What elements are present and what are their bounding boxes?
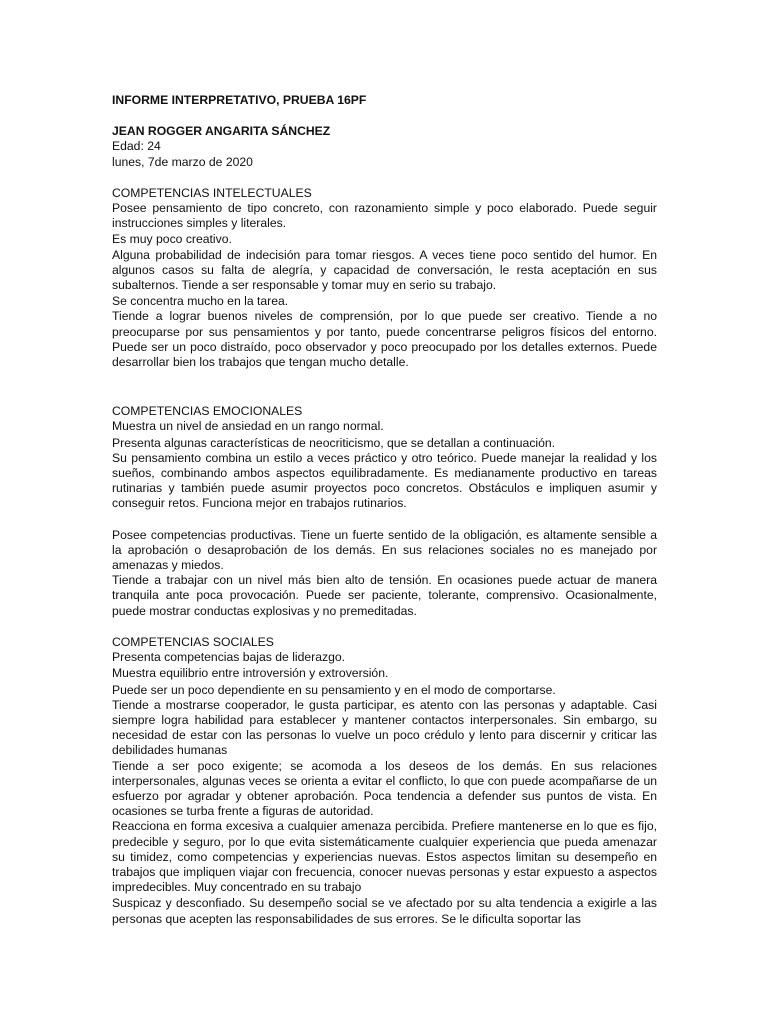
subject-age: Edad: 24 — [112, 139, 161, 154]
paragraph: Muestra un nivel de ansiedad en un rango normal. — [112, 419, 384, 434]
spacer — [112, 512, 657, 528]
paragraph: Presenta algunas características de neocriticismo, que se detallan a continuación. — [112, 435, 556, 450]
paragraph: Alguna probabilidad de indecisión para tomar riesgos. A veces tiene poco sentido del humor. En algunos casos su falta de alegría, y capacidad de conversación, le resta aceptación en sus subalternos. Tiende a ser responsable y tomar muy en serio su trabajo. — [112, 247, 657, 293]
paragraph: Suspicaz y desconfiado. Su desempeño social se ve afectado por su alta tendencia a exigirle a las personas que acepten las responsabilidades de sus errores. Se le dificulta soportar las — [112, 896, 657, 926]
paragraph: Muestra equilibrio entre introversión y extroversión. — [112, 666, 389, 681]
paragraph: Su pensamiento combina un estilo a veces práctico y otro teórico. Puede manejar la realidad y los sueños, combinando ambos aspectos equilibradamente. Es medianamente productivo en tareas rutinarias y también puede asumir proyectos poco concretos. Obstáculos e impliquen asumir y conseguir retos. Funciona mejor en trabajos rutinarios. — [112, 450, 657, 511]
paragraph: Posee pensamiento de tipo concreto, con razonamiento simple y poco elaborado. Puede seguir instrucciones simples y literales. — [112, 201, 657, 231]
paragraph: Tiende a lograr buenos niveles de comprensión, por lo que puede ser creativo. Tiende a no preocuparse por sus pensamientos y por tanto, puede concentrarse peligros físicos del entorno. Puede ser un poco distraído, poco observador y poco preocupado por los detalles externos. Puede desarrollar bien los trabajos que tengan mucho detalle. — [112, 309, 657, 370]
paragraph: Tiende a trabajar con un nivel más bien alto de tensión. En ocasiones puede actuar de manera tranquila ante poca provocación. Puede ser paciente, tolerante, comprensivo. Ocasionalmente, puede mostrar conductas explosivas y no premeditadas. — [112, 573, 657, 618]
spacer — [112, 619, 657, 635]
subject-name: JEAN ROGGER ANGARITA SÁNCHEZ — [112, 124, 331, 139]
paragraph: Tiende a ser poco exigente; se acomoda a los deseos de los demás. En sus relaciones interpersonales, algunas veces se orienta a evitar el conflicto, lo que con puede acompañarse de un esfuerzo por agradar y obtener aprobación. Poca tendencia a defender sus puntos de vista. En ocasiones se turba frente a figuras de autoridad. — [112, 758, 657, 819]
paragraph: Es muy poco creativo. — [112, 232, 232, 247]
paragraph: Se concentra mucho en la tarea. — [112, 294, 289, 309]
section-heading-intelectuales: COMPETENCIAS INTELECTUALES — [112, 185, 312, 200]
spacer — [112, 370, 657, 404]
paragraph: Presenta competencias bajas de liderazgo. — [112, 650, 346, 665]
paragraph: Tiende a mostrarse cooperador, le gusta participar, es atento con las personas y adaptable. Casi siempre logra habilidad para establecer y mantener contactos interpersonales. Sin embargo, su necesidad de estar con las personas lo vuelve un poco crédulo y lento para discernir y criticar las debilidades humanas — [112, 697, 657, 758]
spacer — [112, 170, 657, 186]
report-date: lunes, 7de marzo de 2020 — [112, 154, 253, 169]
paragraph: Posee competencias productivas. Tiene un fuerte sentido de la obligación, es altamente sensible a la aprobación o desaprobación de los demás. En sus relaciones sociales no es manejado por amenazas y miedos. — [112, 527, 657, 573]
section-heading-sociales: COMPETENCIAS SOCIALES — [112, 634, 274, 649]
section-heading-emocionales: COMPETENCIAS EMOCIONALES — [112, 404, 303, 419]
document-page — [112, 93, 657, 927]
report-title: INFORME INTERPRETATIVO, PRUEBA 16PF — [112, 93, 367, 107]
paragraph: Reacciona en forma excesiva a cualquier amenaza percibida. Prefiere mantenerse en lo que es fijo, predecible y seguro, por lo que evita sistemáticamente cualquier experiencia que pueda amenazar su timidez, como competencias y experiencias nuevas. Estos aspectos limitan su desempeño en trabajos que impliquen viajar con frecuencia, conocer nuevas personas y estar expuesto a aspectos impredecibles. Muy concentrado en su trabajo — [112, 819, 657, 895]
paragraph: Puede ser un poco dependiente en su pensamiento y en el modo de comportarse. — [112, 682, 556, 697]
